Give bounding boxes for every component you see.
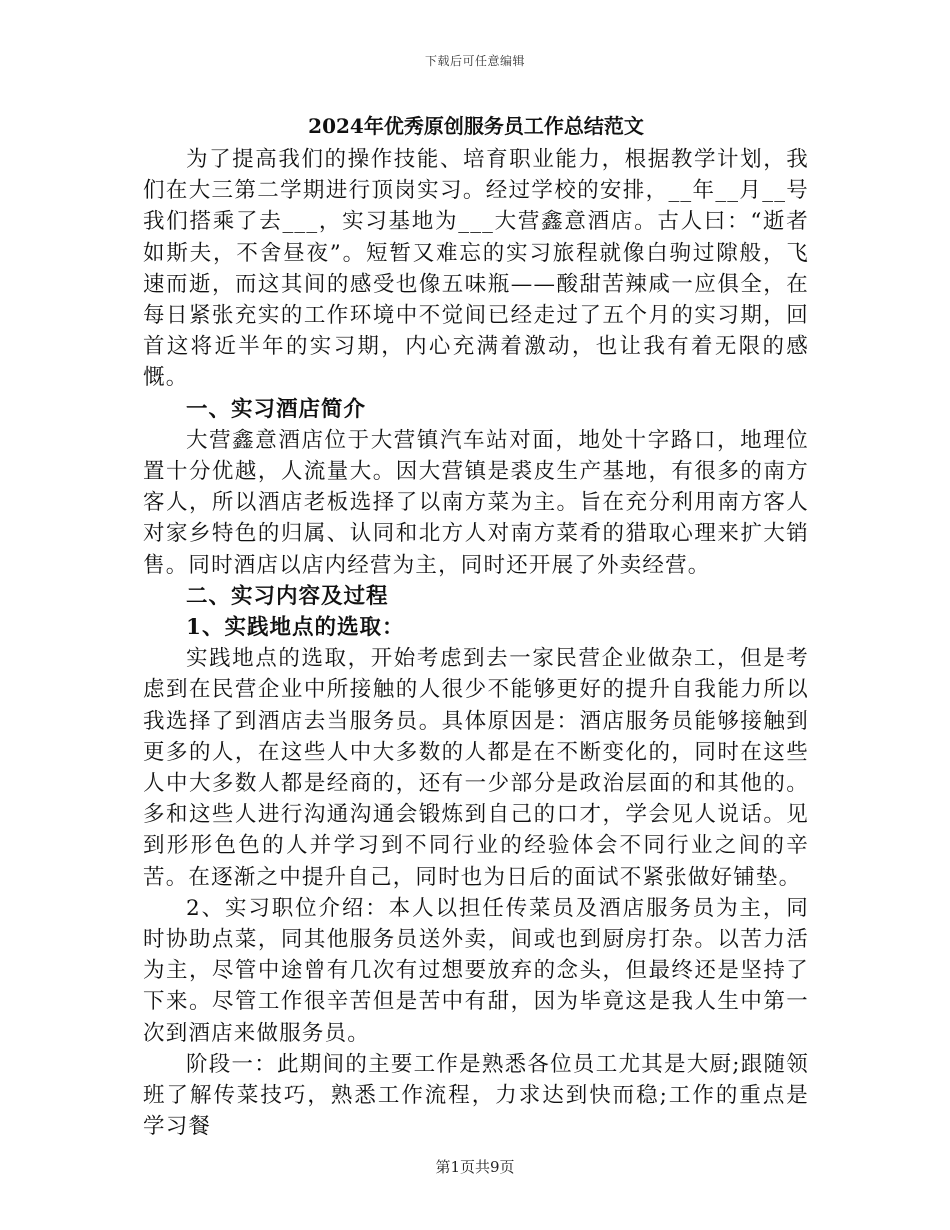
stage-one-paragraph: 阶段一：此期间的主要工作是熟悉各位员工尤其是大厨;跟随领班了解传菜技巧，熟悉工作流程，力求达到快而稳;工作的重点是学习餐: [143, 1051, 809, 1140]
subheading-location-choice: 1、实践地点的选取：: [186, 615, 405, 641]
hotel-intro-paragraph: 大营鑫意酒店位于大营镇汽车站对面，地处十字路口，地理位置十分优越，人流量大。因大营镇是裘皮生产基地，有很多的南方客人，所以酒店老板选择了以南方菜为主。旨在充分利用南方客人对家乡特色的归属、认同和北方人对南方菜肴的猎取心理来扩大销售。同时酒店以店内经营为主，同时还开展了外卖经营。: [143, 427, 809, 578]
header-note: 下载后可任意编辑: [424, 54, 525, 68]
document-title: 2024年优秀原创服务员工作总结范文: [308, 114, 644, 138]
page-footer: 第1页共9页: [435, 1158, 515, 1176]
intro-paragraph: 为了提高我们的操作技能、培育职业能力，根据教学计划，我们在大三第二学期进行顶岗实习。经过学校的安排，__年__月__号我们搭乘了去___，实习基地为___大营鑫意酒店。古人曰：“逝者如斯夫，不舍昼夜”。短暂又难忘的实习旅程就像白驹过隙般，飞速而逝，而这其间的感受也像五味瓶——酸甜苦辣咸一应俱全，在每日紧张充实的工作环境中不觉间已经走过了五个月的实习期，回首这将近半年的实习期，内心充满着激动，也让我有着无限的感慨。: [143, 147, 809, 391]
position-intro-paragraph: 2、实习职位介绍：本人以担任传菜员及酒店服务员为主，同时协助点菜，同其他服务员送外卖，间或也到厨房打杂。以苦力活为主，尽管中途曾有几次有过想要放弃的念头，但最终还是坚持了下来。尽管工作很辛苦但是苦中有甜，因为毕竟这是我人生中第一次到酒店来做服务员。: [143, 895, 809, 1046]
location-choice-paragraph: 实践地点的选取，开始考虑到去一家民营企业做杂工，但是考虑到在民营企业中所接触的人很少不能够更好的提升自我能力所以我选择了到酒店去当服务员。具体原因是：酒店服务员能够接触到更多的人，在这些人中大多数的人都是在不断变化的，同时在这些人中大多数人都是经商的，还有一少部分是政治层面的和其他的。多和这些人进行沟通沟通会锻炼到自己的口才，学会见人说话。见到形形色色的人并学习到不同行业的经验体会不同行业之间的辛苦。在逐渐之中提升自己，同时也为日后的面试不紧张做好铺垫。: [143, 646, 809, 890]
document-body: [143, 110, 809, 1143]
section-heading-content-process: 二、实习内容及过程: [186, 583, 389, 609]
section-heading-hotel-intro: 一、实习酒店简介: [186, 396, 367, 422]
